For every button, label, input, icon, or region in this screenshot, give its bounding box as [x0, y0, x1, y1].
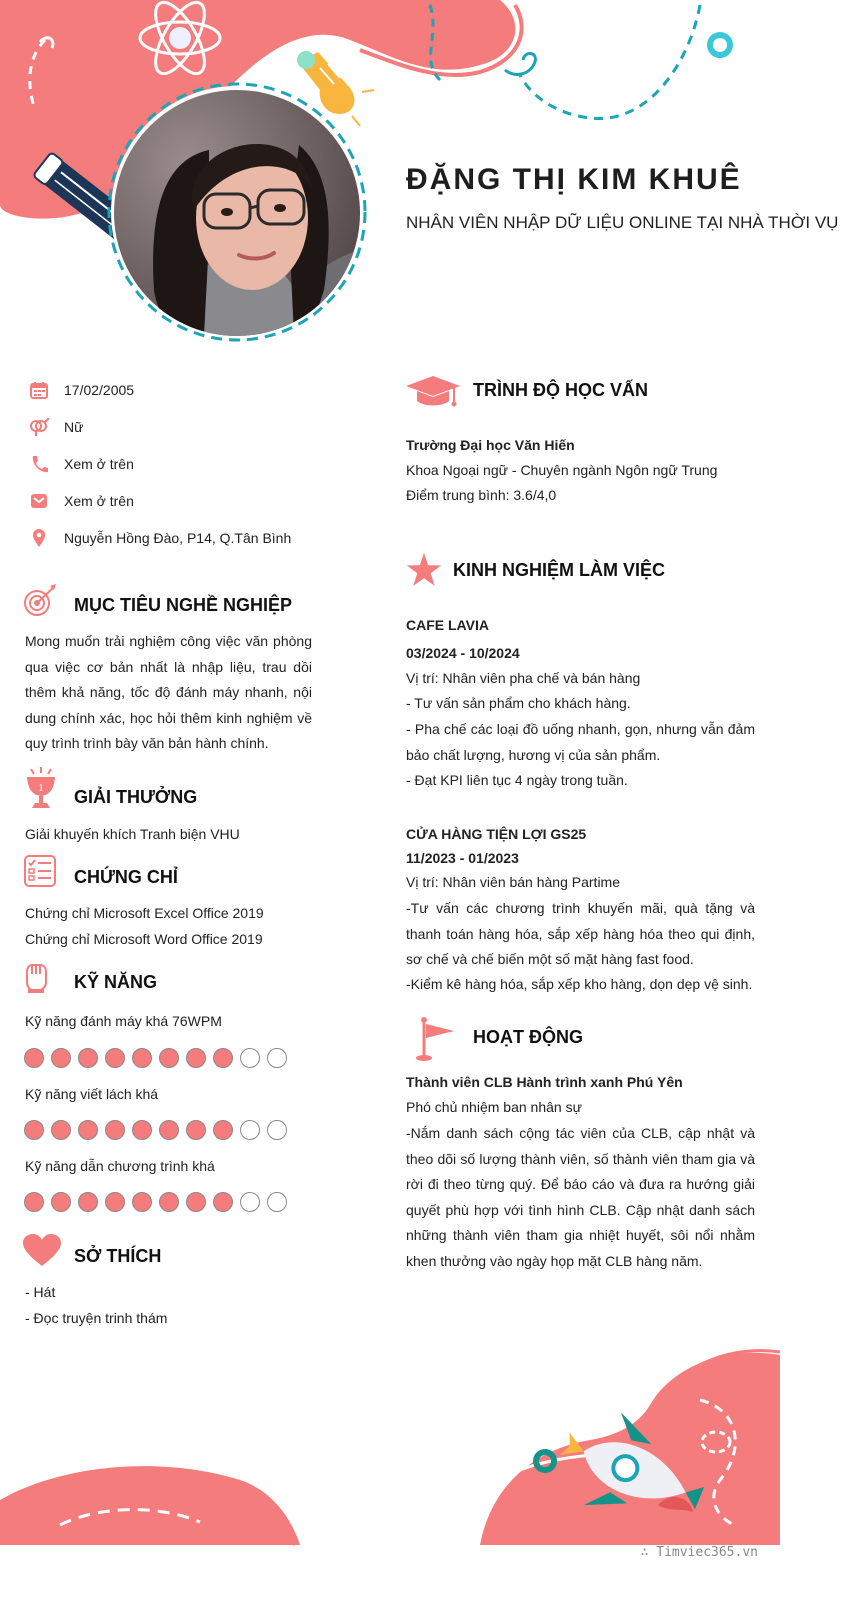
flag-icon [414, 1016, 456, 1062]
rating-dot-filled [213, 1120, 233, 1140]
phone-icon [28, 453, 50, 475]
contact-birthday [28, 377, 134, 403]
rating-dot-filled [159, 1048, 179, 1068]
contact-email [28, 488, 134, 514]
email-value[interactable]: Xem ở trên [64, 493, 134, 509]
rating-dot-filled [213, 1048, 233, 1068]
school-gpa: Điểm trung bình: 3.6/4,0 [406, 487, 557, 503]
rating-dot-empty [240, 1048, 260, 1068]
rating-dot-empty [240, 1192, 260, 1212]
rating-dot-filled [186, 1192, 206, 1212]
rating-dot-filled [132, 1048, 152, 1068]
address-value: Nguyễn Hồng Đào, P14, Q.Tân Bình [64, 530, 292, 546]
job-detail: -Kiểm kê hàng hóa, sắp xếp kho hàng, dọn dẹp vệ sinh. [406, 976, 753, 992]
rating-dot-filled [51, 1120, 71, 1140]
rating-dot-filled [105, 1192, 125, 1212]
rating-dot-filled [24, 1048, 44, 1068]
job-period: 03/2024 - 10/2024 [406, 645, 520, 661]
rating-dot-filled [24, 1120, 44, 1140]
rating-dot-filled [78, 1048, 98, 1068]
skills-title: KỸ NĂNG [74, 972, 158, 992]
calendar-icon [28, 379, 50, 401]
skill-rating [24, 1192, 287, 1212]
rating-dot-filled [51, 1192, 71, 1212]
rating-dot-filled [78, 1120, 98, 1140]
contact-address [28, 525, 291, 551]
objective-text: Mong muốn trải nghiệm công việc văn phòng qua việc cơ bản nhất là nhập liệu, trau dồi thêm khả năng, tốc độ đánh máy nhanh, nội dung chính xác, học hỏi thêm kinh nghiệm về quy trình trình bày văn bản hành chính. [25, 633, 312, 751]
job-company: CỬA HÀNG TIỆN LỢI GS25 [406, 826, 587, 842]
job-role: Vị trí: Nhân viên pha chế và bán hàng [406, 670, 641, 686]
rating-dot-empty [240, 1120, 260, 1140]
gender-value: Nữ [64, 419, 84, 435]
skill-label: Kỹ năng đánh máy khá 76WPM [25, 1013, 222, 1029]
heart-icon [23, 1234, 61, 1266]
candidate-name: ĐẶNG THỊ KIM KHUÊ [406, 163, 742, 196]
svg-text:1: 1 [38, 783, 44, 794]
rating-dot-empty [267, 1120, 287, 1140]
rating-dot-filled [159, 1192, 179, 1212]
job-period: 11/2023 - 01/2023 [406, 850, 519, 866]
graduation-cap-icon [406, 374, 460, 408]
avatar [114, 90, 360, 336]
experience-title: KINH NGHIỆM LÀM VIỆC [453, 560, 666, 580]
location-icon [28, 527, 50, 549]
rating-dot-filled [132, 1120, 152, 1140]
gender-icon [28, 416, 50, 438]
checklist-icon [24, 855, 56, 887]
rating-dot-filled [132, 1192, 152, 1212]
rating-dot-filled [24, 1192, 44, 1212]
job-role: Vị trí: Nhân viên bán hàng Partime [406, 874, 621, 890]
contact-gender [28, 414, 83, 440]
hobbies-title: SỞ THÍCH [74, 1246, 162, 1266]
job-detail: - Đạt KPI liên tục 4 ngày trong tuần. [406, 772, 628, 788]
contact-phone [28, 451, 134, 477]
skill-label: Kỹ năng viết lách khá [25, 1086, 159, 1102]
job-detail: - Tư vấn sản phẩm cho khách hàng. [406, 695, 631, 711]
certificates-title: CHỨNG CHỈ [74, 867, 178, 887]
activity-detail: -Nắm danh sách cộng tác viên của CLB, cập nhật và theo dõi số lượng thành viên, số thành viên tham gia và rời đi theo từng quý. Để báo cáo và đưa ra hướng giải quyết phù hợp với tình hình CLB. Cập nhật danh sách những thành viên tham gia nhiệt huyết, sôi nổi nhằm khen thưởng vào ngày họp mặt CLB hàng năm. [406, 1125, 755, 1269]
certificate-item: Chứng chỉ Microsoft Excel Office 2019 [25, 905, 264, 921]
skill-rating [24, 1048, 287, 1068]
school-name: Trường Đại học Văn Hiến [406, 437, 575, 453]
rating-dot-filled [105, 1048, 125, 1068]
rating-dot-filled [213, 1192, 233, 1212]
activity-org: Thành viên CLB Hành trình xanh Phú Yên [406, 1074, 683, 1090]
target-icon [22, 584, 58, 618]
skill-label: Kỹ năng dẫn chương trình khá [25, 1158, 215, 1174]
rating-dot-empty [267, 1048, 287, 1068]
rating-dot-filled [105, 1120, 125, 1140]
rating-dot-filled [78, 1192, 98, 1212]
activities-title: HOẠT ĐỘNG [473, 1027, 583, 1047]
fist-icon [24, 962, 48, 994]
job-detail: -Tư vấn các chương trình khuyến mãi, quà tặng và thanh toán hàng hóa, sắp xếp hàng hóa theo qui định, sơ chế và chế biến một số mặt hàng fast food. [406, 900, 755, 967]
hobby-item: - Đọc truyện trinh thám [25, 1310, 168, 1326]
skill-rating [24, 1120, 287, 1140]
rating-dot-filled [186, 1048, 206, 1068]
phone-value[interactable]: Xem ở trên [64, 456, 134, 472]
award-item: Giải khuyến khích Tranh biện VHU [25, 826, 240, 842]
certificate-item: Chứng chỉ Microsoft Word Office 2019 [25, 931, 263, 947]
objective-title: MỤC TIÊU NGHỀ NGHIỆP [74, 595, 293, 615]
activity-role: Phó chủ nhiệm ban nhân sự [406, 1099, 582, 1115]
awards-title: GIẢI THƯỞNG [74, 787, 198, 807]
job-company: CAFE LAVIA [406, 617, 489, 633]
rating-dot-empty [267, 1192, 287, 1212]
job-detail: - Pha chế các loại đồ uống nhanh, gọn, nhưng vẫn đảm bảo chất lượng, hương vị của sản phẩm. [406, 721, 755, 763]
rating-dot-filled [159, 1120, 179, 1140]
school-major: Khoa Ngoại ngữ - Chuyên ngành Ngôn ngữ Trung [406, 462, 718, 478]
desired-position: NHÂN VIÊN NHẬP DỮ LIỆU ONLINE TẠI NHÀ THỜI VỤ [406, 213, 839, 232]
education-title: TRÌNH ĐỘ HỌC VẤN [473, 380, 648, 400]
email-icon [28, 490, 50, 512]
trophy-icon [24, 765, 58, 809]
birthday-value: 17/02/2005 [64, 382, 135, 398]
star-icon [406, 553, 442, 587]
rating-dot-filled [186, 1120, 206, 1140]
rating-dot-filled [51, 1048, 71, 1068]
hobby-item: - Hát [25, 1284, 56, 1300]
watermark: ∴ Timviec365.vn [640, 1545, 758, 1560]
